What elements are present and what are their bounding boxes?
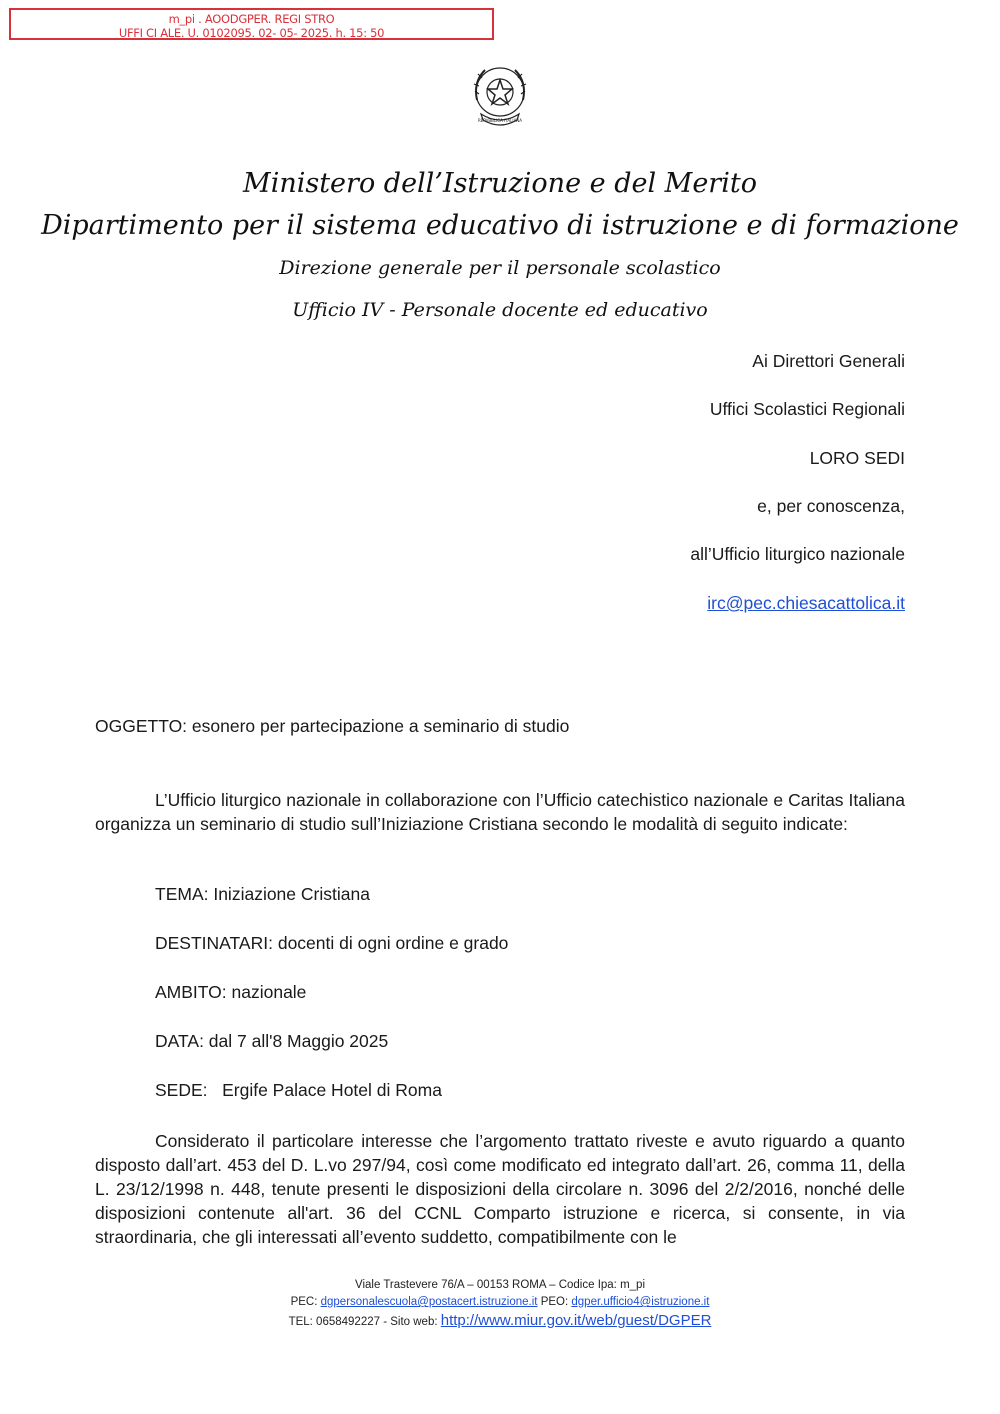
detail-tema: TEMA: Iniziazione Cristiana — [155, 884, 370, 904]
protocol-stamp-line2: UFFI CI ALE. U. 0102095. 02- 05- 2025. h. 15: 50 — [118, 26, 385, 40]
footer-peo-label: PEO: — [540, 1296, 569, 1308]
protocol-stamp-line1: m_pi . AOODGPER. REGI STRO — [168, 12, 335, 26]
subject-line: OGGETTO: esonero per partecipazione a seminario di studio — [95, 716, 570, 736]
footer-pec-link[interactable]: dgpersonalescuola@postacert.istruzione.it — [320, 1296, 538, 1308]
footer-web-link[interactable]: http://www.miur.gov.it/web/guest/DGPER — [440, 1312, 712, 1329]
office-heading: Ufficio IV - Personale docente ed educativo — [292, 299, 708, 321]
detail-ambito: AMBITO: nazionale — [155, 982, 307, 1002]
footer-tel-label: TEL: 0658492227 - Sito web: — [288, 1316, 438, 1328]
detail-destinatari: DESTINATARI: docenti di ogni ordine e grado — [155, 933, 509, 953]
ministry-heading: Ministero dell’Istruzione e del Merito — [243, 168, 757, 199]
recipient-line: all’Ufficio liturgico nazionale — [690, 544, 905, 564]
footer-pec-label: PEC: — [290, 1296, 318, 1308]
direction-heading: Direzione generale per il personale scolastico — [279, 257, 721, 279]
italian-republic-emblem-icon — [467, 60, 533, 134]
footer-peo-link[interactable]: dgper.ufficio4@istruzione.it — [571, 1296, 710, 1308]
detail-data: DATA: dal 7 all'8 Maggio 2025 — [155, 1031, 389, 1051]
footer-tel — [0, 1312, 1000, 1329]
footer-address: Viale Trastevere 76/A – 00153 ROMA – Codice Ipa: m_pi — [354, 1279, 645, 1291]
recipient-line: Uffici Scolastici Regionali — [709, 399, 905, 419]
protocol-stamp — [9, 8, 494, 40]
considerato-paragraph: Considerato il particolare interesse che l’argomento trattato riveste e avuto riguardo a quanto disposto dall’art. 453 del D. L.vo 297/94, così come modificato ed integrato dall’art. 26, comma 11, della L. 23/12/1998 n. 448, tenute presenti le disposizioni della circolare n. 3096 del 2/2/2016, nonché delle disposizioni contenute all'art. 36 del CCNL Comparto istruzione e ricerca, si consente, in via straordinaria, che gli interessati all’evento suddetto, compatibilmente con le — [95, 1131, 905, 1247]
detail-sede: SEDE: Ergife Palace Hotel di Roma — [155, 1080, 442, 1100]
recipient-email-link[interactable]: irc@pec.chiesacattolica.it — [707, 593, 905, 613]
intro-paragraph: L’Ufficio liturgico nazionale in collaborazione con l’Ufficio catechistico nazionale e Caritas Italiana organizza un seminario di studio sull’Iniziazione Cristiana secondo le modalità di seguito indicate: — [95, 790, 905, 834]
department-heading: Dipartimento per il sistema educativo di istruzione e di formazione — [41, 210, 959, 241]
recipient-line: Ai Direttori Generali — [752, 351, 905, 371]
recipient-line: LORO SEDI — [809, 448, 905, 468]
footer-contacts — [0, 1296, 1000, 1308]
recipient-line: e, per conoscenza, — [757, 496, 905, 516]
svg-text:REPVBBLICA ITALIANA: REPVBBLICA ITALIANA — [477, 118, 523, 123]
